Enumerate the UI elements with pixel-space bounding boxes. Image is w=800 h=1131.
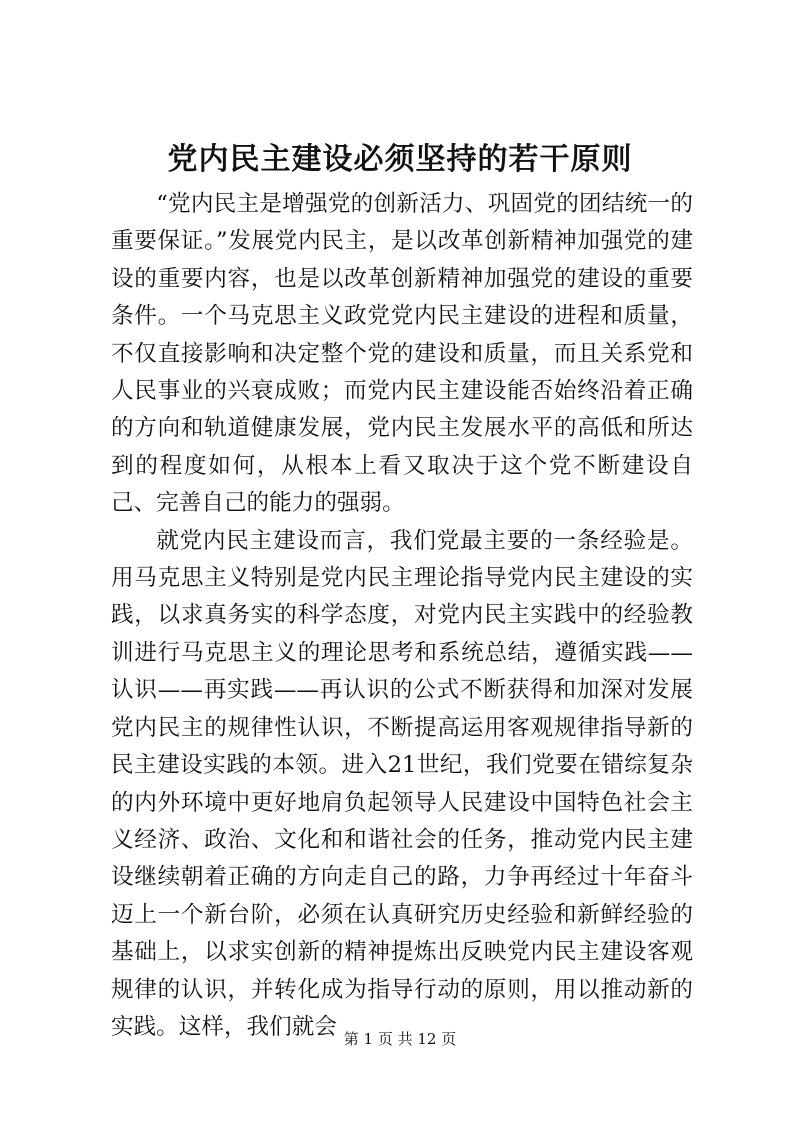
- paragraph-1: “党内民主是增强党的创新活力、巩固党的团结统一的重要保证。”发展党内民主，是以改革创新精神加强党的建设的重要内容，也是以改革创新精神加强党的建设的重要条件。一个马克思主义政党党内民主建设的进程和质量，不仅直接影响和决定整个党的建设和质量，而且关系党和人民事业的兴衰成败；而党内民主建设能否始终沿着正确的方向和轨道健康发展，党内民主发展水平的高低和所达到的程度如何，从根本上看又取决于这个党不断建设自己、完善自己的能力的强弱。: [111, 191, 693, 517]
- paragraph-2: 就党内民主建设而言，我们党最主要的一条经验是。用马克思主义特别是党内民主理论指导党内民主建设的实践，以求真务实的科学态度，对党内民主实践中的经验教训进行马克思主义的理论思考和系统总结，遵循实践——认识——再实践——再认识的公式不断获得和加深对发展党内民主的规律性认识，不断提高运用客观规律指导新的民主建设实践的本领。进入21世纪，我们党要在错综复杂的内外环境中更好地肩负起领导人民建设中国特色社会主义经济、政治、文化和和谐社会的任务，推动党内民主建设继续朝着正确的方向走自己的路，力争再经过十年奋斗迈上一个新台阶，必须在认真研究历史经验和新鲜经验的基础上，以求实创新的精神提炼出反映党内民主建设客观规律的认识，并转化成为指导行动的原则，用以推动新的实践。这样，我们就会: [111, 527, 693, 1040]
- page-footer: 第 1 页 共 12 页: [343, 1030, 457, 1048]
- document-title: 党内民主建设必须坚持的若干原则: [167, 142, 633, 177]
- document-body: [111, 186, 693, 1046]
